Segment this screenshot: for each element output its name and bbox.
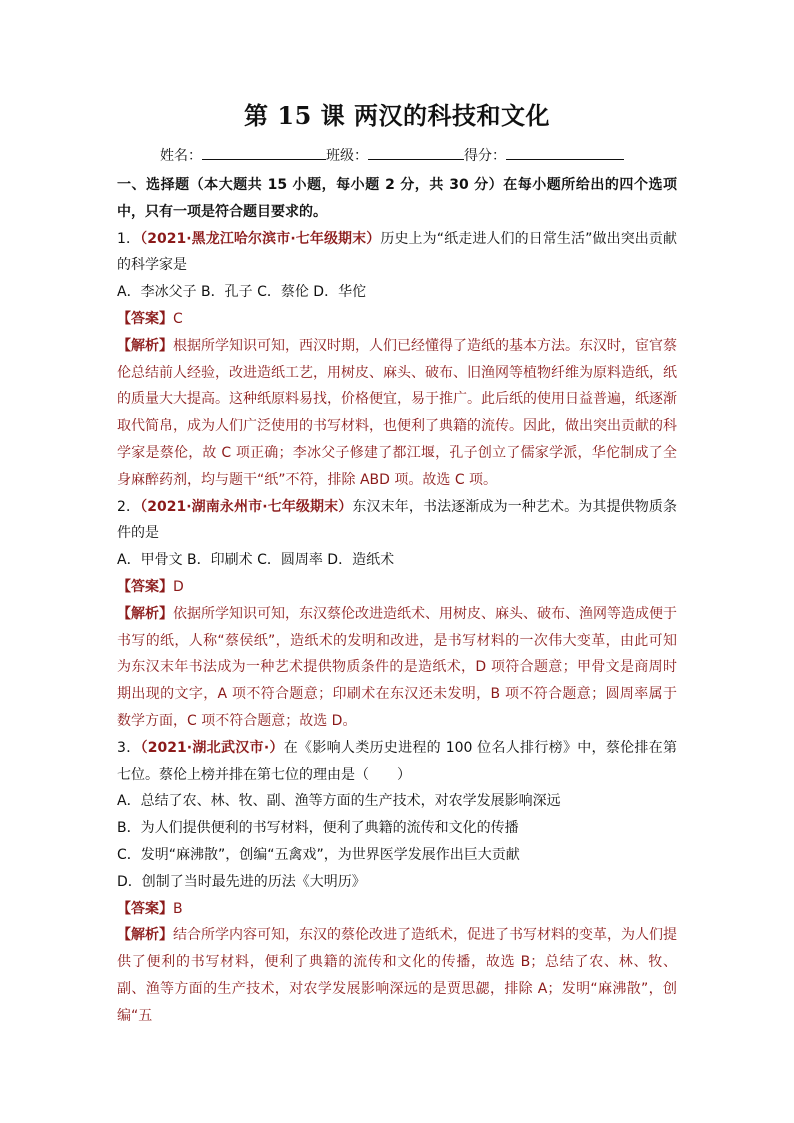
question-number: 1． xyxy=(117,230,141,247)
answer-label: 【答案】 xyxy=(117,900,173,917)
question-2-stem xyxy=(117,494,677,548)
question-number: 2． xyxy=(117,498,141,515)
question-2-options: A．甲骨文 B．印刷术 C．圆周率 D．造纸术 xyxy=(117,552,395,569)
question-text: 在《影响人类历史进程的 100 位名人排行榜》中，蔡伦排在第七位。蔡伦上榜并排在第七位的理由是（ ） xyxy=(117,739,677,783)
question-source: （2021·湖南永州市·七年级期末） xyxy=(140,498,353,515)
question-1-options: A．李冰父子 B．孔子 C．蔡伦 D．华佗 xyxy=(117,284,367,301)
question-1-analysis xyxy=(117,333,677,494)
question-1-answer xyxy=(117,306,677,333)
question-2-answer xyxy=(117,574,677,601)
question-3-stem xyxy=(117,735,677,789)
question-text: 东汉末年，书法逐渐成为一种艺术。为其提供物质条件的是 xyxy=(117,498,677,542)
question-3-option-b: B．为人们提供便利的书写材料，便利了典籍的流传和文化的传播 xyxy=(117,820,519,837)
answer-label: 【答案】 xyxy=(117,310,173,327)
analysis-text: 结合所学内容可知，东汉的蔡伦改进了造纸术，促进了书写材料的变革，为人们提供了便利的书写材料，便利了典籍的流传和文化的传播，故选 B；总结了农、林、牧、副、渔等方面的生产技术，对农学发展影响深远的是贾思勰，排除 A；发明“麻沸散”，创编“五 xyxy=(117,927,677,1024)
score-blank[interactable] xyxy=(506,145,624,160)
question-text: 历史上为“纸走进人们的日常生活”做出突出贡献的科学家是 xyxy=(117,230,677,274)
question-3-analysis xyxy=(117,922,677,1029)
name-label: 姓名： xyxy=(160,148,202,164)
class-blank[interactable] xyxy=(368,145,464,160)
class-label: 班级： xyxy=(326,148,368,164)
analysis-text: 根据所学知识可知，西汉时期，人们已经懂得了造纸的基本方法。东汉时，宦官蔡伦总结前人经验，改进造纸工艺，用树皮、麻头、破布、旧渔网等植物纤维为原料造纸，纸的质量大大提高。这种纸原料易找，价格便宜，易于推广。此后纸的使用日益普遍，纸逐渐取代简帛，成为人们广泛使用的书写材料，也便利了典籍的流传。因此，做出突出贡献的科学家是蔡伦，故 C 项正确；李冰父子修建了都江堰，孔子创立了儒家学派，华佗制成了全身麻醉药剂，均与题干“纸”不符，排除 ABD 项。故选 C 项。 xyxy=(117,337,677,488)
score-label: 得分： xyxy=(464,148,506,164)
analysis-label: 【解析】 xyxy=(117,605,173,622)
question-3-option-d: D．创制了当时最先进的历法《大明历》 xyxy=(117,873,366,890)
answer-label: 【答案】 xyxy=(117,578,173,595)
page-title: 第 15 课 两汉的科技和文化 xyxy=(244,101,550,130)
analysis-label: 【解析】 xyxy=(117,927,173,944)
content-body xyxy=(117,172,677,1030)
question-source: （2021·湖北武汉市·） xyxy=(140,739,284,756)
student-info-line xyxy=(160,145,624,165)
question-3-option-a: A．总结了农、林、牧、副、渔等方面的生产技术，对农学发展影响深远 xyxy=(117,793,561,810)
question-3-answer xyxy=(117,896,677,923)
answer-value: B xyxy=(173,900,183,917)
analysis-text: 依据所学知识可知，东汉蔡伦改进造纸术、用树皮、麻头、破布、渔网等造成便于书写的纸，人称“蔡侯纸”，造纸术的发明和改进，是书写材料的一次伟大变革，由此可知为东汉末年书法成为一种艺术提供物质条件的是造纸术，D 项符合题意；甲骨文是商周时期出现的文字，A 项不符合题意；印刷术在东汉还未发明，B 项不符合题意；圆周率属于数学方面，C 项不符合题意；故选 D。 xyxy=(117,605,677,729)
analysis-label: 【解析】 xyxy=(117,337,173,354)
question-number: 3． xyxy=(117,739,141,756)
answer-value: D xyxy=(173,578,184,595)
name-blank[interactable] xyxy=(202,145,326,160)
answer-value: C xyxy=(173,310,183,327)
section-heading: 一、选择题（本大题共 15 小题，每小题 2 分，共 30 分）在每小题所给出的四个选项中，只有一项是符合题目要求的。 xyxy=(117,177,677,220)
question-1-stem xyxy=(117,226,677,280)
question-2-analysis xyxy=(117,601,677,735)
question-3-option-c: C．发明“麻沸散”，创编“五禽戏”，为世界医学发展作出巨大贡献 xyxy=(117,846,520,863)
question-source: （2021·黑龙江哈尔滨市·七年级期末） xyxy=(140,230,381,247)
